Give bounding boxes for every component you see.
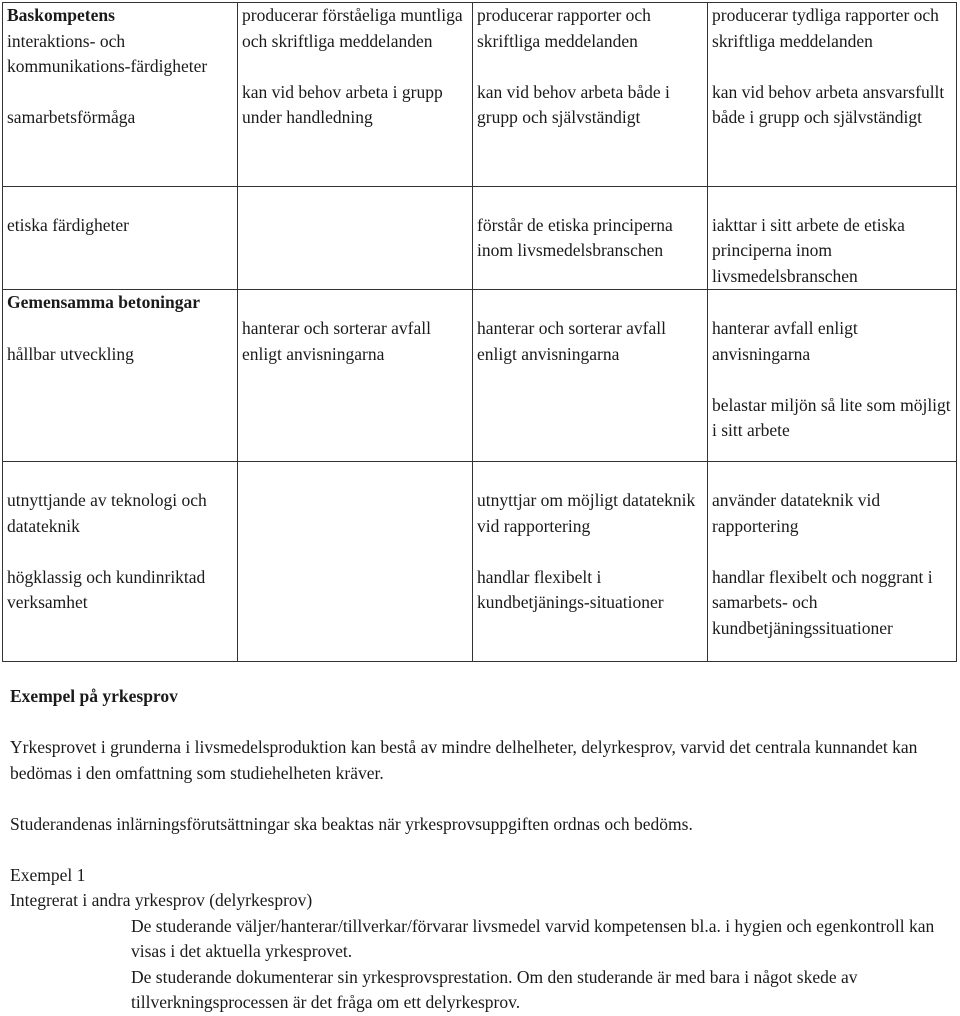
cell-text: kan vid behov arbeta både i grupp och självständigt xyxy=(477,81,670,128)
cell-spacer xyxy=(477,187,703,213)
cell-text: hållbar utveckling xyxy=(7,343,134,364)
spacer xyxy=(10,786,950,812)
cell-spacer xyxy=(477,539,703,565)
table-cell-r2-c1 xyxy=(238,290,473,462)
table-cell-r3-c2 xyxy=(473,462,708,662)
example-title: Exempel 1 xyxy=(10,864,86,885)
table-cell-r0-c3 xyxy=(708,3,957,187)
cell-spacer xyxy=(712,462,952,488)
cell-text: handlar flexibelt och noggrant i samarbets- och kundbetjäningssituationer xyxy=(712,566,933,638)
table-cell-r1-c1 xyxy=(238,187,473,290)
table-row-gemensamma xyxy=(3,290,957,462)
table-row-teknologi xyxy=(3,462,957,662)
table-cell-r1-c2 xyxy=(473,187,708,290)
cell-spacer xyxy=(712,539,952,565)
table-cell-r3-c3 xyxy=(708,462,957,662)
cell-spacer xyxy=(7,462,233,488)
spacer xyxy=(10,710,950,736)
cell-text: utnyttjande av teknologi och datateknik xyxy=(7,489,207,536)
example-indented-paragraph-1: De studerande väljer/hanterar/tillverkar/förvarar livsmedel varvid kompetensen bl.a. i hygien och egenkontroll kan visas i det aktuella yrkesprovet. xyxy=(131,915,935,961)
example-indented-paragraph-2: De studerande dokumenterar sin yrkesprovsprestation. Om den studerande är med bara i något skede av tillverkningsprocessen är det fråga om ett delyrkesprov. xyxy=(131,966,858,1012)
cell-text: kan vid behov arbeta i grupp under handledning xyxy=(242,81,443,128)
cell-spacer xyxy=(477,54,703,80)
section-heading: Exempel på yrkesprov xyxy=(10,686,178,706)
cell-text: samarbetsförmåga xyxy=(7,107,136,128)
cell-text: hanterar och sorterar avfall enligt anvisningarna xyxy=(242,317,431,364)
table-cell-r2-c0 xyxy=(3,290,238,462)
cell-spacer xyxy=(712,187,952,213)
cell-spacer xyxy=(7,187,233,213)
example-section xyxy=(10,684,950,1016)
spacer xyxy=(10,837,950,863)
table-cell-r1-c0 xyxy=(3,187,238,290)
cell-text: högklassig och kundinriktad verksamhet xyxy=(7,566,206,613)
cell-heading: Gemensamma betoningar xyxy=(7,292,200,313)
cell-text: iakttar i sitt arbete de etiska principerna inom livsmedelsbranschen xyxy=(712,214,905,286)
cell-spacer xyxy=(242,290,468,316)
cell-text: belastar miljön så lite som möjligt i sitt arbete xyxy=(712,394,951,441)
cell-text: använder datateknik vid rapportering xyxy=(712,489,881,536)
cell-spacer xyxy=(712,54,952,80)
table-cell-r0-c1 xyxy=(238,3,473,187)
example-subtitle: Integrerat i andra yrkesprov (delyrkesprov) xyxy=(10,890,313,910)
table-row-etiska xyxy=(3,187,957,290)
cell-text: kan vid behov arbeta ansvarsfullt både i grupp och självständigt xyxy=(712,81,945,128)
cell-spacer xyxy=(7,316,233,342)
table-cell-r1-c3 xyxy=(708,187,957,290)
cell-text: förstår de etiska principerna inom livsmedelsbranschen xyxy=(477,214,673,261)
cell-text: interaktions- och kommunikations-färdigheter xyxy=(7,30,208,77)
cell-spacer xyxy=(712,290,952,316)
cell-spacer xyxy=(477,462,703,488)
cell-text: hanterar och sorterar avfall enligt anvisningarna xyxy=(477,317,666,364)
cell-text: producerar förståeliga muntliga och skriftliga meddelanden xyxy=(242,5,463,51)
cell-text: handlar flexibelt i kundbetjänings-situationer xyxy=(477,566,664,613)
cell-spacer xyxy=(7,539,233,565)
cell-spacer xyxy=(7,80,233,106)
cell-text: etiska färdigheter xyxy=(7,214,129,235)
cell-heading: Baskompetens xyxy=(7,5,115,25)
cell-text: producerar tydliga rapporter och skriftliga meddelanden xyxy=(712,5,939,51)
table-cell-r3-c1 xyxy=(238,462,473,662)
competence-table xyxy=(2,2,957,662)
cell-spacer xyxy=(477,290,703,316)
intro-paragraph: Yrkesprovet i grunderna i livsmedelsproduktion kan bestå av mindre delhelheter, delyrkesprov, varvid det centrala kunnandet kan bedömas i den omfattning som studiehelheten kräver. xyxy=(10,737,918,783)
conditions-paragraph: Studerandenas inlärningsförutsättningar ska beaktas när yrkesprovsuppgiften ordnas och bedöms. xyxy=(10,813,693,834)
cell-text: utnyttjar om möjligt datateknik vid rapportering xyxy=(477,489,696,536)
table-row-baskompetens xyxy=(3,3,957,187)
cell-spacer xyxy=(712,367,952,393)
table-cell-r3-c0 xyxy=(3,462,238,662)
cell-text: hanterar avfall enligt anvisningarna xyxy=(712,317,858,364)
table-cell-r0-c2 xyxy=(473,3,708,187)
cell-text: producerar rapporter och skriftliga meddelanden xyxy=(477,5,651,51)
cell-spacer xyxy=(242,54,468,80)
table-cell-r2-c2 xyxy=(473,290,708,462)
table-cell-r0-c0 xyxy=(3,3,238,187)
competence-table-body xyxy=(3,3,957,662)
table-cell-r2-c3 xyxy=(708,290,957,462)
